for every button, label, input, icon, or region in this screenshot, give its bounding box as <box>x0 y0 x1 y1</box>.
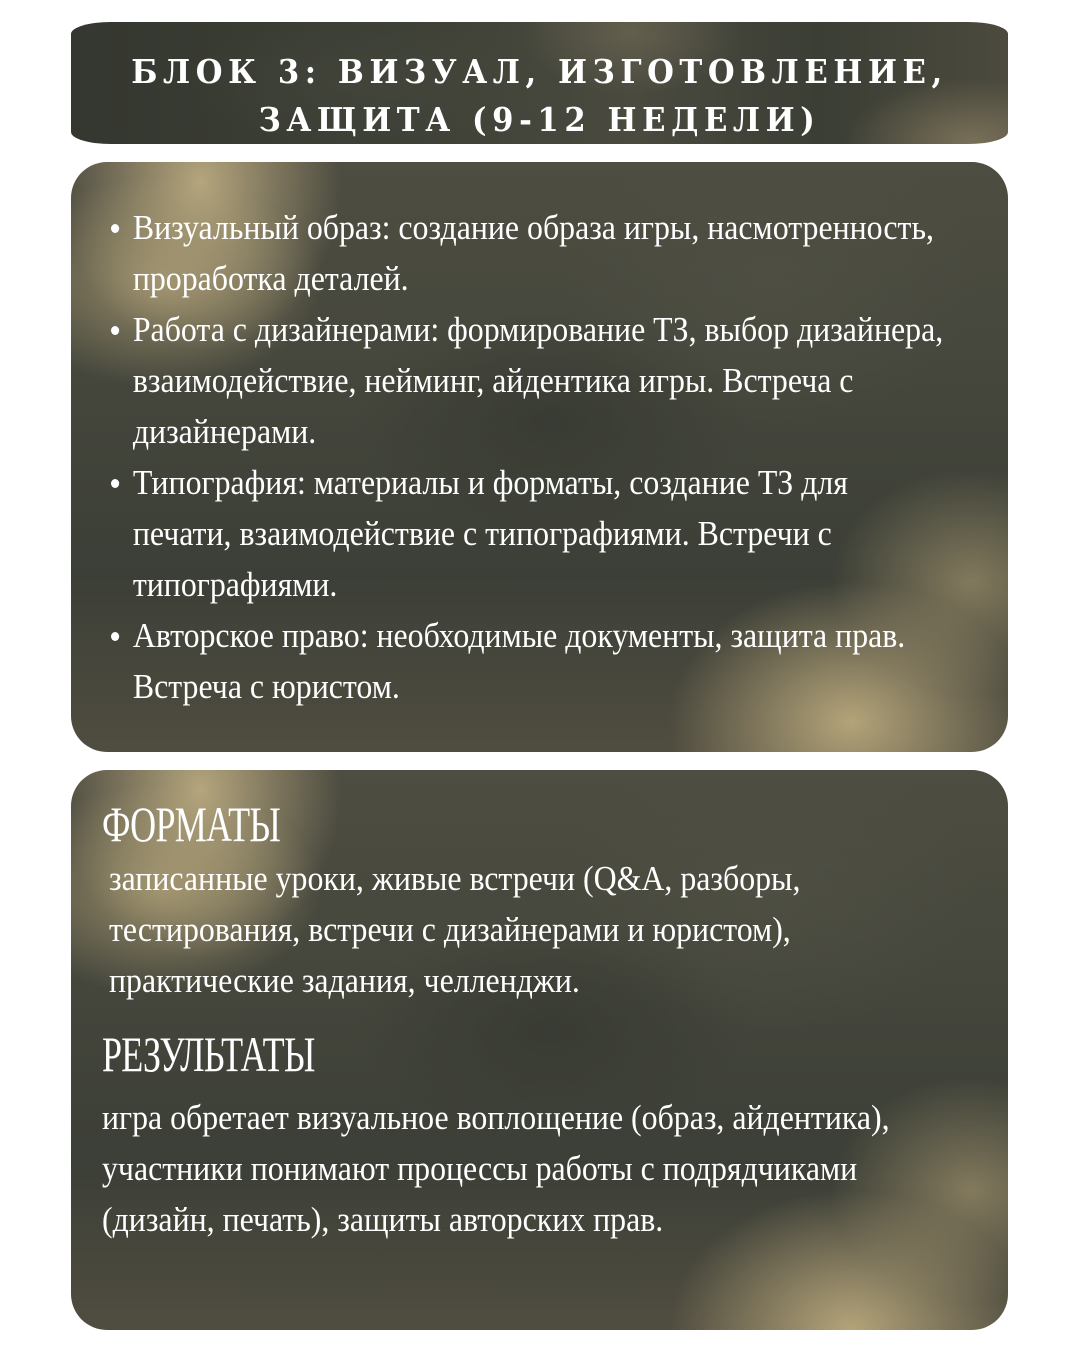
formats-heading: ФОРМАТЫ <box>102 796 281 852</box>
list-item-text: Типография: материалы и форматы, создание ТЗ для печати, взаимодействие с типографиями. Встречи с типографиями. <box>132 463 848 604</box>
program-card <box>71 162 1008 752</box>
list-item-printing <box>111 457 952 610</box>
list-item-copyright <box>111 610 952 712</box>
list-item-designers <box>111 304 952 457</box>
block-title <box>104 48 975 144</box>
results-body: игра обретает визуальное воплощение (образ, айдентика), участники понимают процессы работы с подрядчиками (дизайн, печать), защиты авторских прав. <box>102 1098 890 1239</box>
block-title-line-1: БЛОК 3: ВИЗУАЛ, ИЗГОТОВЛЕНИЕ, <box>131 52 948 91</box>
bullet-icon <box>111 632 119 641</box>
list-item-text: Визуальный образ: создание образа игры, насмотренность, проработка деталей. <box>132 208 934 298</box>
program-list <box>111 202 968 712</box>
bullet-icon <box>111 326 119 335</box>
block-header <box>71 22 1008 144</box>
formats-body: записанные уроки, живые встречи (Q&A, разборы, тестирования, встречи с дизайнерами и юристом), практические задания, челленджи. <box>109 859 801 1000</box>
list-item-visual-image <box>111 202 952 304</box>
list-item-text: Работа с дизайнерами: формирование ТЗ, выбор дизайнера, взаимодействие, нейминг, айдентика игры. Встреча с дизайнерами. <box>132 310 944 451</box>
bullet-icon <box>111 224 119 233</box>
list-item-text: Авторское право: необходимые документы, защита прав. Встреча с юристом. <box>132 616 906 706</box>
bullet-icon <box>111 479 119 488</box>
formats-results-card <box>71 770 1008 1330</box>
block-title-line-2: ЗАЩИТА (9-12 НЕДЕЛИ) <box>258 100 821 139</box>
results-heading: РЕЗУЛЬТАТЫ <box>102 1026 315 1082</box>
